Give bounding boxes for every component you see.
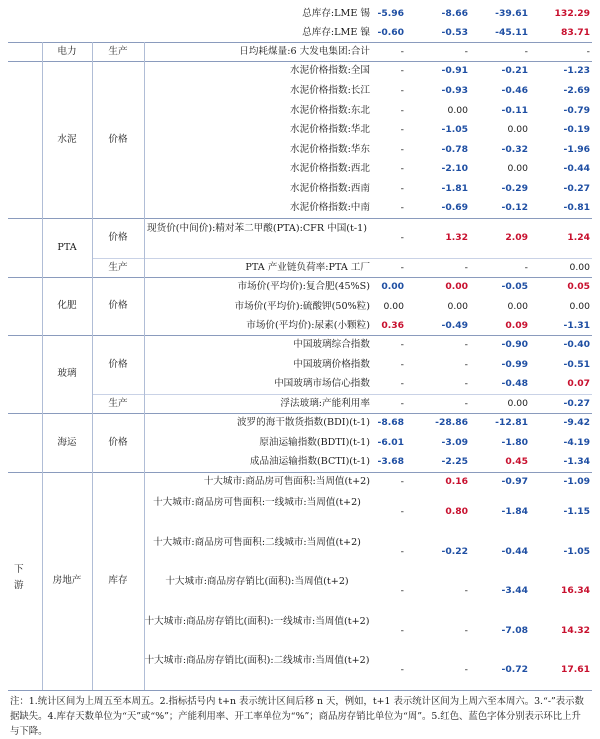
value-cell: -0.05 <box>501 281 528 292</box>
type-label: 价格 <box>108 232 128 243</box>
value-cell: - <box>400 182 404 194</box>
value-cell: 0.00 <box>383 300 404 312</box>
indicator-label: 十大城市:商品房存销比(面积):一线城市:当周值(t+2) <box>144 616 370 627</box>
value-cell: -0.69 <box>441 202 468 213</box>
value-cell: 0.00 <box>569 300 590 312</box>
indicator-label: 中国玻璃价格指数 <box>293 358 370 370</box>
value-cell: 0.00 <box>569 261 590 273</box>
value-cell: -1.80 <box>501 436 528 448</box>
value-cell: -0.46 <box>501 85 528 96</box>
type-label: 价格 <box>108 436 128 448</box>
indicator-label: 成品油运输指数(BCTI)(t-1) <box>249 456 370 467</box>
value-cell: 0.80 <box>445 506 468 517</box>
indicator-label: 总库存:LME 镍 <box>302 26 370 38</box>
value-cell: -0.90 <box>501 339 528 350</box>
value-cell: -0.97 <box>501 476 528 487</box>
value-cell: 0.09 <box>505 319 528 331</box>
value-cell: -39.61 <box>495 7 528 19</box>
indicator-label: PTA 产业链负荷率:PTA 工厂 <box>245 261 370 273</box>
type-label: 价格 <box>108 300 128 311</box>
value-cell: - <box>400 664 404 675</box>
column-divider <box>42 42 43 472</box>
indicator-label: 水泥价格指数:华北 <box>290 124 370 135</box>
value-cell: -3.68 <box>377 456 404 467</box>
value-cell: - <box>400 506 404 517</box>
value-cell: -0.44 <box>501 545 528 557</box>
value-cell: - <box>400 624 404 636</box>
value-cell: 0.07 <box>567 378 590 389</box>
value-cell: - <box>464 624 468 636</box>
sector-label: 海运 <box>57 436 77 448</box>
value-cell: -7.08 <box>501 624 528 636</box>
indicator-label: 浮法玻璃:产能利用率 <box>280 397 370 409</box>
value-cell: - <box>400 124 404 135</box>
value-cell: -6.01 <box>377 436 404 448</box>
value-cell: -0.51 <box>563 358 590 370</box>
value-cell: 1.32 <box>445 232 468 243</box>
value-cell: - <box>400 358 404 370</box>
subgroup-divider <box>92 258 592 259</box>
sector-label: 水泥 <box>57 133 77 145</box>
value-cell: -0.12 <box>501 202 528 213</box>
value-cell: -1.84 <box>501 506 528 517</box>
indicator-label: 中国玻璃综合指数 <box>293 339 370 350</box>
value-cell: -0.32 <box>501 143 528 155</box>
value-cell: -0.91 <box>441 65 468 76</box>
value-cell: - <box>400 585 404 596</box>
value-cell: - <box>464 664 468 675</box>
indicator-label: 现货价(中间价):精对苯二甲酸(PTA):CFR 中国(t-1) <box>147 223 367 234</box>
row-divider <box>8 277 592 278</box>
type-label: 库存 <box>108 575 128 586</box>
sector-label: PTA <box>57 241 77 253</box>
indicator-label: 水泥价格指数:长江 <box>290 85 370 96</box>
value-cell: 0.00 <box>445 281 468 292</box>
row-divider <box>8 335 592 336</box>
type-label: 生产 <box>108 45 128 57</box>
indicator-label: 十大城市:商品房存销比(面积):二线城市:当周值(t+2) <box>144 655 370 666</box>
value-cell: 0.00 <box>507 300 528 312</box>
value-cell: - <box>400 261 404 273</box>
value-cell: - <box>400 143 404 155</box>
value-cell: -1.05 <box>563 545 590 557</box>
row-divider <box>8 61 592 62</box>
value-cell: - <box>400 397 404 409</box>
value-cell: -0.44 <box>563 163 590 174</box>
value-cell: 132.29 <box>554 7 590 19</box>
value-cell: - <box>400 545 404 557</box>
value-cell: - <box>400 339 404 350</box>
value-cell: 17.61 <box>560 664 590 675</box>
value-cell: -1.05 <box>441 124 468 135</box>
sector-label: 化肥 <box>57 300 77 311</box>
value-cell: - <box>400 65 404 76</box>
value-cell: - <box>400 202 404 213</box>
value-cell: - <box>464 358 468 370</box>
sector-label: 电力 <box>57 45 77 57</box>
footnote: 注：1.统计区间为上周五至本周五。2.指标括号内 t+n 表示统计区间后移 n 天，例如，t+1 表示统计区间为上周六至本周六。3.“-”表示数据缺失。4.库存天数单位为“天”或“%”；产能利用率、开工率单位为“%”；商品房存销比单位为“周”。5.红色、蓝色字体分别表示环比上升与下降。 <box>10 696 584 737</box>
value-cell: -0.72 <box>501 664 528 675</box>
value-cell: -3.44 <box>501 585 528 596</box>
value-cell: - <box>586 45 590 57</box>
value-cell: -28.86 <box>435 417 468 428</box>
value-cell: -0.21 <box>501 65 528 76</box>
value-cell: -1.15 <box>563 506 590 517</box>
value-cell: -0.48 <box>501 378 528 389</box>
value-cell: -45.11 <box>495 26 528 38</box>
value-cell: -1.96 <box>563 143 590 155</box>
indicator-label: 中国玻璃市场信心指数 <box>274 378 370 389</box>
value-cell: -0.99 <box>501 358 528 370</box>
value-cell: - <box>400 476 404 487</box>
row-divider <box>8 218 592 219</box>
value-cell: 83.71 <box>560 26 590 38</box>
value-cell: -1.31 <box>563 319 590 331</box>
indicator-label: 市场价(平均价):硫酸钾(50%粒) <box>234 300 370 312</box>
value-cell: 0.00 <box>507 163 528 174</box>
value-cell: 0.45 <box>505 456 528 467</box>
row-divider <box>8 413 592 414</box>
indicator-label: 十大城市:商品房可售面积:一线城市:当周值(t+2) <box>153 497 361 508</box>
value-cell: -1.34 <box>563 456 590 467</box>
indicator-label: 波罗的海干散货指数(BDI)(t-1) <box>236 417 370 428</box>
value-cell: -2.25 <box>441 456 468 467</box>
value-cell: 0.00 <box>507 124 528 135</box>
indicator-label: 原油运输指数(BDTI)(t-1) <box>259 436 370 448</box>
value-cell: 0.00 <box>447 300 468 312</box>
row-divider <box>8 472 592 473</box>
value-cell: -1.23 <box>563 65 590 76</box>
value-cell: - <box>400 232 404 243</box>
value-cell: -5.96 <box>377 7 404 19</box>
subgroup-divider <box>92 394 592 395</box>
indicator-label: 市场价(平均价):尿素(小颗粒) <box>246 319 370 331</box>
value-cell: - <box>400 378 404 389</box>
indicator-label: 水泥价格指数:西北 <box>290 163 370 174</box>
type-label: 生产 <box>108 397 128 409</box>
indicator-label: 日均耗煤量:6 大发电集团:合计 <box>239 45 370 57</box>
value-cell: -8.68 <box>377 417 404 428</box>
type-label: 价格 <box>108 358 128 370</box>
value-cell: - <box>464 378 468 389</box>
value-cell: - <box>524 261 528 273</box>
value-cell: -0.49 <box>441 319 468 331</box>
value-cell: -0.27 <box>563 397 590 409</box>
sector-label: 房地产 <box>52 575 82 586</box>
value-cell: -0.79 <box>563 104 590 116</box>
value-cell: -0.19 <box>563 124 590 135</box>
value-cell: - <box>464 585 468 596</box>
segment-label: 下游 <box>14 564 24 591</box>
indicator-label: 水泥价格指数:华东 <box>290 143 370 155</box>
value-cell: 0.00 <box>507 397 528 409</box>
indicator-label: 十大城市:商品房存销比(面积):当周值(t+2) <box>165 576 349 587</box>
value-cell: 2.09 <box>505 232 528 243</box>
row-divider <box>8 42 592 43</box>
value-cell: - <box>464 45 468 57</box>
indicator-label: 水泥价格指数:西南 <box>290 182 370 194</box>
value-cell: 0.16 <box>445 476 468 487</box>
value-cell: -0.81 <box>563 202 590 213</box>
value-cell: -2.10 <box>441 163 468 174</box>
type-label: 生产 <box>108 261 128 273</box>
value-cell: -4.19 <box>563 436 590 448</box>
value-cell: -8.66 <box>441 7 468 19</box>
indicator-label: 十大城市:商品房可售面积:当周值(t+2) <box>203 476 370 487</box>
value-cell: -12.81 <box>495 417 528 428</box>
value-cell: 0.00 <box>447 104 468 116</box>
indicator-label: 市场价(平均价):复合肥(45%S) <box>237 281 370 292</box>
sector-label: 玻璃 <box>57 368 77 379</box>
value-cell: 1.24 <box>567 232 590 243</box>
value-cell: -0.27 <box>563 182 590 194</box>
value-cell: - <box>400 163 404 174</box>
value-cell: - <box>400 45 404 57</box>
value-cell: -0.60 <box>377 26 404 38</box>
value-cell: - <box>464 261 468 273</box>
type-label: 价格 <box>108 133 128 145</box>
indicator-label: 总库存:LME 锡 <box>302 7 370 19</box>
indicator-label: 水泥价格指数:中南 <box>290 202 370 213</box>
value-cell: - <box>464 339 468 350</box>
value-cell: 0.36 <box>381 319 404 331</box>
value-cell: - <box>464 397 468 409</box>
value-cell: - <box>524 45 528 57</box>
value-cell: -1.81 <box>441 182 468 194</box>
value-cell: -0.40 <box>563 339 590 350</box>
indicator-label: 水泥价格指数:全国 <box>290 65 370 76</box>
value-cell: -0.11 <box>501 104 528 116</box>
value-cell: 14.32 <box>560 624 590 636</box>
value-cell: 0.05 <box>567 281 590 292</box>
value-cell: -0.29 <box>501 182 528 194</box>
value-cell: - <box>400 85 404 96</box>
value-cell: -0.53 <box>441 26 468 38</box>
value-cell: 16.34 <box>560 585 590 596</box>
indicator-label: 水泥价格指数:东北 <box>290 104 370 116</box>
value-cell: -2.69 <box>563 85 590 96</box>
indicator-label: 十大城市:商品房可售面积:二线城市:当周值(t+2) <box>153 537 361 548</box>
value-cell: -3.09 <box>441 436 468 448</box>
value-cell: 0.00 <box>381 281 404 292</box>
row-divider <box>8 690 592 691</box>
value-cell: -1.09 <box>563 476 590 487</box>
value-cell: -0.78 <box>441 143 468 155</box>
value-cell: -0.93 <box>441 85 468 96</box>
value-cell: -0.22 <box>441 545 468 557</box>
value-cell: - <box>400 104 404 116</box>
value-cell: -9.42 <box>563 417 590 428</box>
